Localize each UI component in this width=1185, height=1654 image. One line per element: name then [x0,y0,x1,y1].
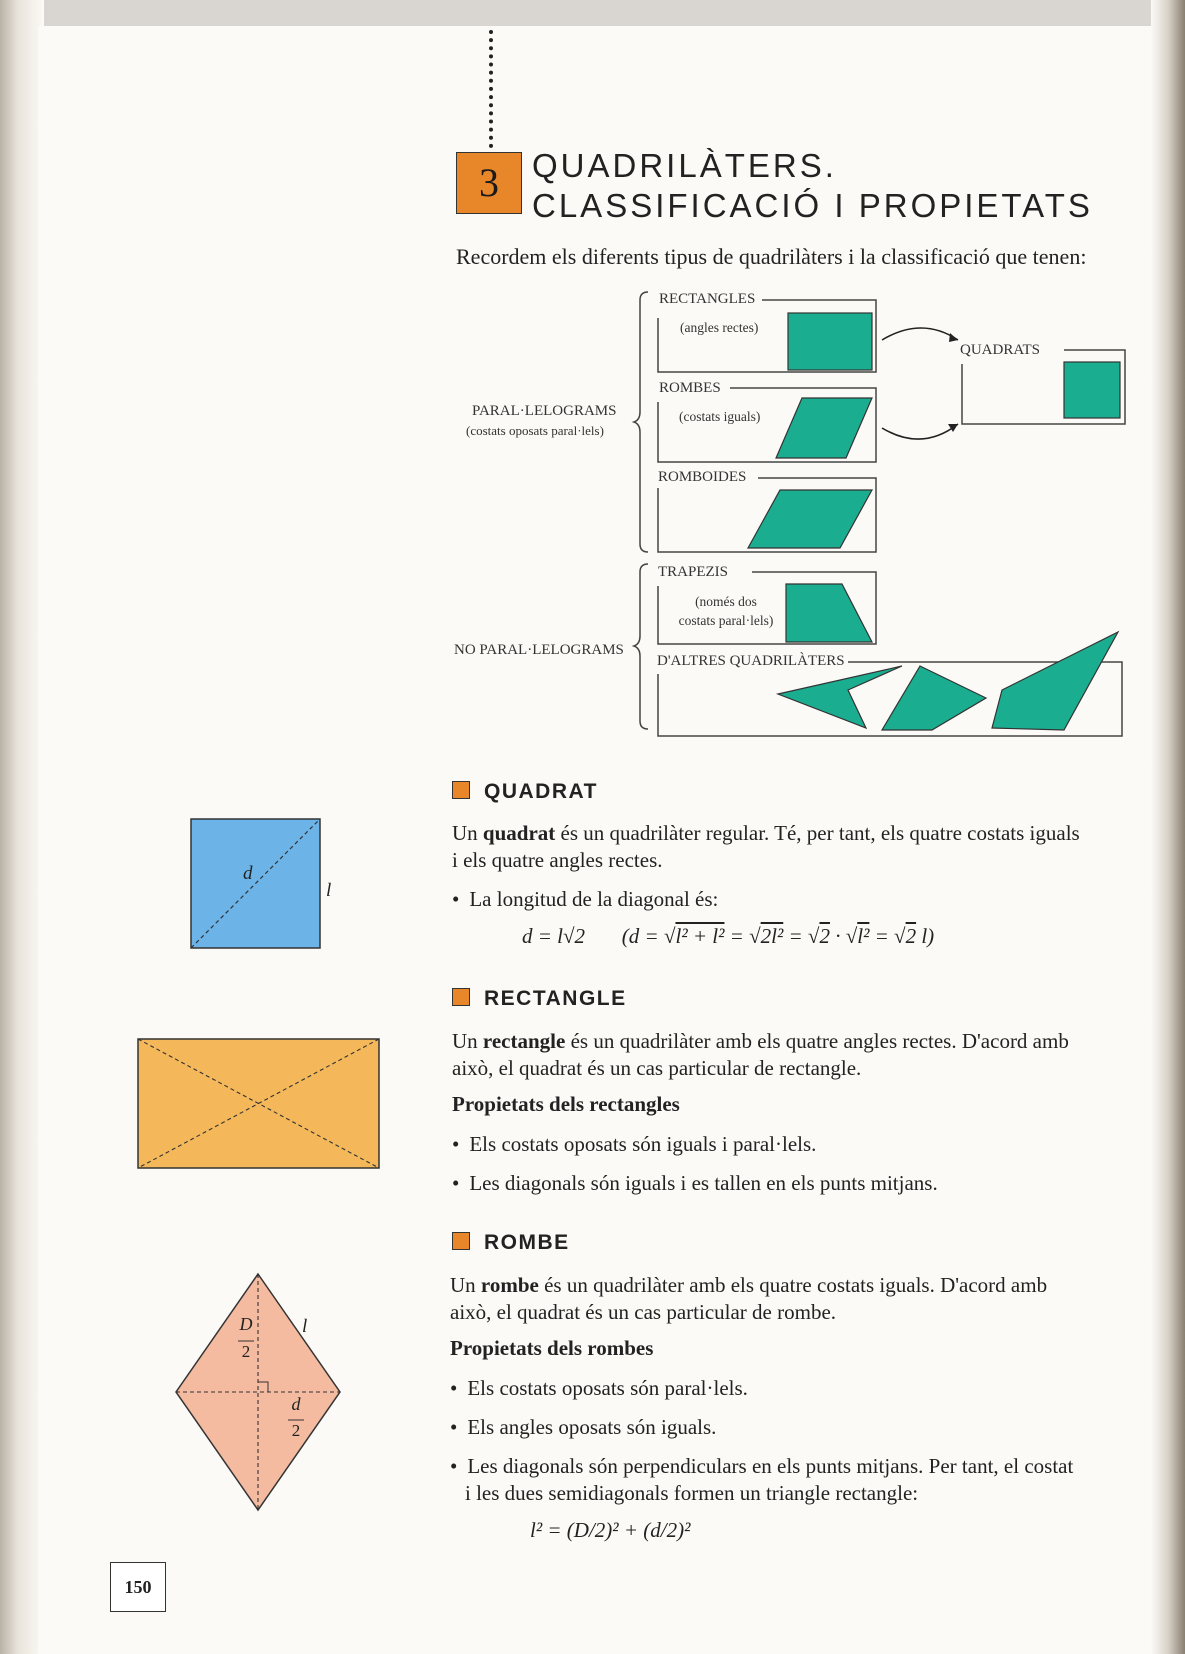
square-label-l: l [326,880,332,901]
rhombus-label-l: l [302,1316,308,1337]
quadrat-p1-bold: quadrat [482,821,556,845]
rombe-paragraph [450,1272,1150,1326]
label-no-paralelograms: NO PARAL·LELOGRAMS [454,642,624,658]
intro-text: Recordem els diferents tipus de quadrilàters i la classificació que tenen: [456,244,1087,269]
heading-quadrat-text: QUADRAT [484,780,598,803]
label-quadrats: QUADRATS [960,342,1041,358]
heading-rombe-text: ROMBE [484,1231,570,1254]
section-title-line2: CLASSIFICACIÓ I PROPIETATS [532,187,1093,224]
rombe-bullet-3: • Les diagonals són perpendiculars en els punts mitjans. Per tant, el costat [450,1453,1073,1480]
rectangle-bullet-1: • Els costats oposats són iguals i paral·lels. [452,1131,816,1158]
section-title-line1: QUADRILÀTERS. [532,147,837,184]
rhombus-label-2b: 2 [291,1421,301,1440]
quadrat-p1-c: i els quatre angles rectes. [452,848,663,872]
heading-marker [452,1232,470,1250]
rectangle-paragraph [452,1028,1152,1082]
rombe-p1-a: Un [450,1273,481,1297]
label-rectangles-sub: (angles rectes) [680,320,759,335]
rhombus-label-d: d [291,1394,301,1414]
label-trapezis-sub1: (només dos [695,594,757,609]
rombe-formula: l² = (D/2)² + (d/2)² [530,1518,691,1542]
label-rombes-sub: (costats iguals) [679,409,761,424]
rectangle-props-title: Propietats dels rectangles [452,1092,680,1116]
quadrat-p1-b: és un quadrilàter regular. Té, per tant, els quatre costats iguals [555,821,1080,845]
rombe-p1-c: això, el quadrat és un cas particular de rombe. [450,1300,837,1324]
heading-rombe [452,1231,570,1255]
rectangle-p1-b: és un quadrilàter amb els quatre angles rectes. D'acord amb [565,1029,1069,1053]
rombe-props-title: Propietats dels rombes [450,1336,654,1360]
rhombus-label-2a: 2 [241,1342,251,1361]
rhombus-label-D: D [239,1314,253,1334]
square-label-d: d [243,863,253,884]
label-rectangles: RECTANGLES [659,291,756,307]
rectangle-p1-a: Un [452,1029,483,1053]
heading-rectangle [452,987,627,1011]
heading-rectangle-text: RECTANGLE [484,987,627,1010]
page-number: 150 [110,1562,166,1612]
section-number: 3 [456,152,522,214]
quadrat-p1-a: Un [452,821,483,845]
rombe-bullet-2: • Els angles oposats són iguals. [450,1414,716,1441]
rombe-p1-bold: rombe [480,1273,539,1297]
label-romboides: ROMBOIDES [658,469,747,485]
rombe-bullet-3-cont: i les dues semidiagonals formen un triangle rectangle: [465,1481,919,1505]
label-paralelograms: PARAL·LELOGRAMS [472,403,617,419]
label-trapezis-sub2: costats paral·lels) [678,613,774,628]
rectangle-p1-bold: rectangle [482,1029,566,1053]
rectangle-bullet-2: • Les diagonals són iguals i es tallen en els punts mitjans. [452,1170,938,1197]
label-altres: D'ALTRES QUADRILÀTERS [657,653,845,669]
heading-marker [452,988,470,1006]
label-rombes: ROMBES [659,380,721,396]
rombe-p1-b: és un quadrilàter amb els quatre costats iguals. D'acord amb [538,1273,1048,1297]
label-trapezis: TRAPEZIS [658,564,729,580]
label-paralelograms-sub: (costats oposats paral·lels) [466,423,604,438]
quadrat-bullet: • La longitud de la diagonal és: [452,886,718,913]
rectangle-p1-c: això, el quadrat és un cas particular de rectangle. [452,1056,862,1080]
rombe-bullet-1: • Els costats oposats són paral·lels. [450,1375,748,1402]
quadrat-formula: d = l√2 (d = √l² + l² = √2l² = √2 · √l² = √2 l) [522,924,935,948]
